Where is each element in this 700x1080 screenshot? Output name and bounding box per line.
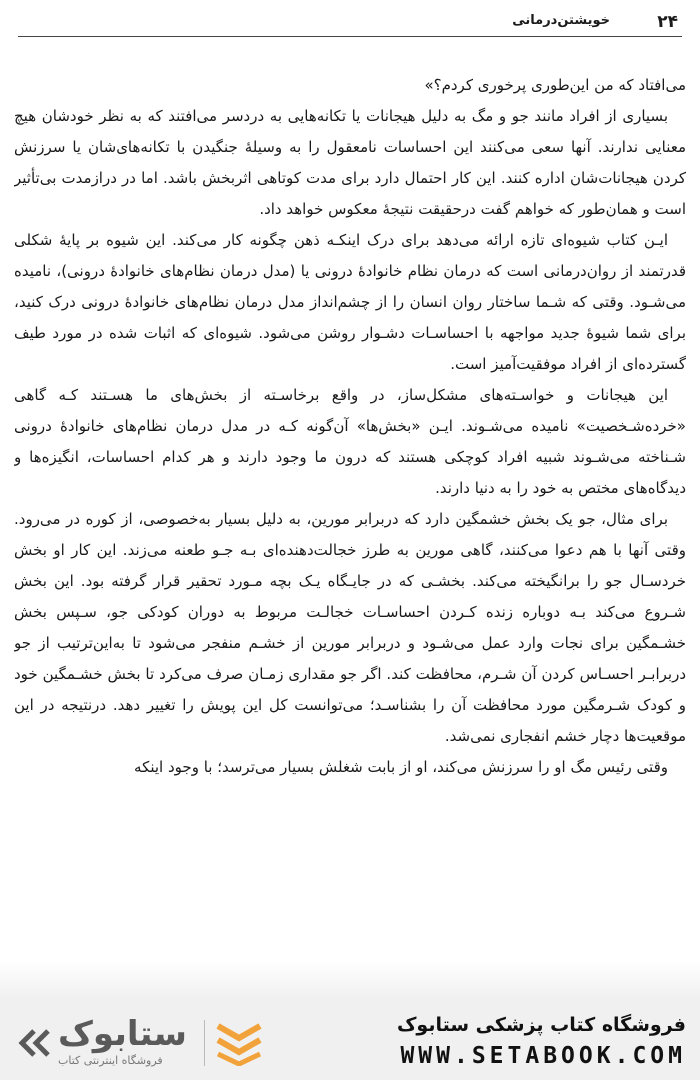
logo-divider xyxy=(204,1020,205,1066)
store-name: فروشگاه کتاب پزشکی ستابوک xyxy=(396,1014,686,1036)
setabook-logo xyxy=(18,1014,268,1072)
paragraph-continuation: می‌افتاد که من این‌طوری پرخوری کردم؟» xyxy=(424,76,686,94)
paragraph-cut-off: وقتی رئیس مگ او را سرزنش می‌کند، او از بابت شغلش بسیار می‌ترسد؛ با وجود اینکه xyxy=(134,758,668,776)
paragraph: بسیاری از افراد مانند جو و مگ به دلیل هیجانات یا تکانه‌هایی به دردسر می‌افتند که به نظر خودشان هیچ معنایی ندارند. آنها سعی می‌کنند این احساسات نامعقول را به وسیلهٔ جنگیدن با تکانه‌های‌شان یا سرزنش کردن هیجانات‌شان اداره کنند. این کار احتمال دارد برای مدت کوتاهی اثربخش باشد. اما در درازمدت بی‌تأثیر است و همان‌طور که خواهم گفت درحقیقت نتیجهٔ معکوس خواهد داد. xyxy=(14,107,686,218)
running-book-title: خویشتن‌درمانی xyxy=(512,13,610,28)
paragraph: برای مثال، جو یک بخش خشمگین دارد که دربرابر مورین، به دلیل بسیار به‌خصوصی، از کوره در می‌رود. وقتی آنها با هم دعوا می‌کنند، گاهی مورین به طرز خجالت‌دهنده‌ای بـه جـو طعنه می‌زند. این کار او بخش خردسـال جو را برانگیخته می‌کند. بخشـی که در جایـگاه یـک بچه مـورد تحقیر قرار گرفته بود. این بخش شـروع می‌کند بـه دوباره زنده کـردن احساسـات خجالـت مربوط به دوران کودکی جو، سـپس بخش خشـمگین برای نجات وارد عمل می‌شـود و دربرابر مورین از خشـم منفجر می‌شود تا به‌این‌ترتیب از جو دربرابـر احسـاس کردن آن شـرم، محافظت کند. اگر جو مقداری زمـان صرف می‌کرد تا بخش خشـمگین خود و کودک شـرمگین مورد محافظت آن را بشناسـد؛ می‌توانست کل این پویش را تغییر دهد. درنتیجه در این موقعیت‌ها دچار خشم انفجاری نمی‌شد. xyxy=(14,510,686,745)
page-header xyxy=(0,8,700,36)
header-divider xyxy=(18,36,682,37)
logo-wordmark: ستابوک xyxy=(58,1014,187,1054)
paragraph: ایـن کتاب شیوه‌ای تازه ارائه می‌دهد برای درک اینکـه ذهن چگونه کار می‌کند. این شیوه بر پایهٔ شکلی قدرتمند از روان‌درمانی است که درمان نظام خانوادهٔ درونی یا (مدل درمان نظام‌های خانوادهٔ درونی)، نامیده می‌شـود. وقتی که شـما ساختار روان انسان را از چشم‌انداز مدل درمان نظام‌های خانوادهٔ درونی درک کنید، برای شما شیوهٔ جدید مواجهه با احساسـات دشـوار روشن می‌شود. شیوه‌ای که اثبات شده در مورد طیف گسترده‌ای از افراد موفقیت‌آمیز است. xyxy=(14,231,686,373)
double-chevron-left-icon xyxy=(18,1028,52,1058)
page-body xyxy=(14,70,686,1000)
store-url: WWW.SETABOOK.COM xyxy=(400,1043,686,1069)
page-number: ۲۴ xyxy=(657,12,678,32)
book-stack-icon xyxy=(214,1020,264,1066)
bottom-fade xyxy=(0,960,700,1000)
paragraph: این هیجانات و خواسـته‌های مشکل‌ساز، در واقع برخاسـته از بخش‌های ما هسـتند کـه گاهی «خرده‌شـخصیت» نامیده می‌شـوند. ایـن «بخش‌ها» آن‌گونه کـه در مدل درمان نظام‌های خانوادهٔ درونی شـناخته می‌شـوند شبیه افراد کوچکی هستند که درون ما وجود دارند و هر کدام احساسات، انگیزه‌ها و دیدگاه‌های مختص به خود را به دنیا دارند. xyxy=(14,386,686,497)
logo-tagline: فروشگاه اینترنتی کتاب xyxy=(58,1054,163,1067)
